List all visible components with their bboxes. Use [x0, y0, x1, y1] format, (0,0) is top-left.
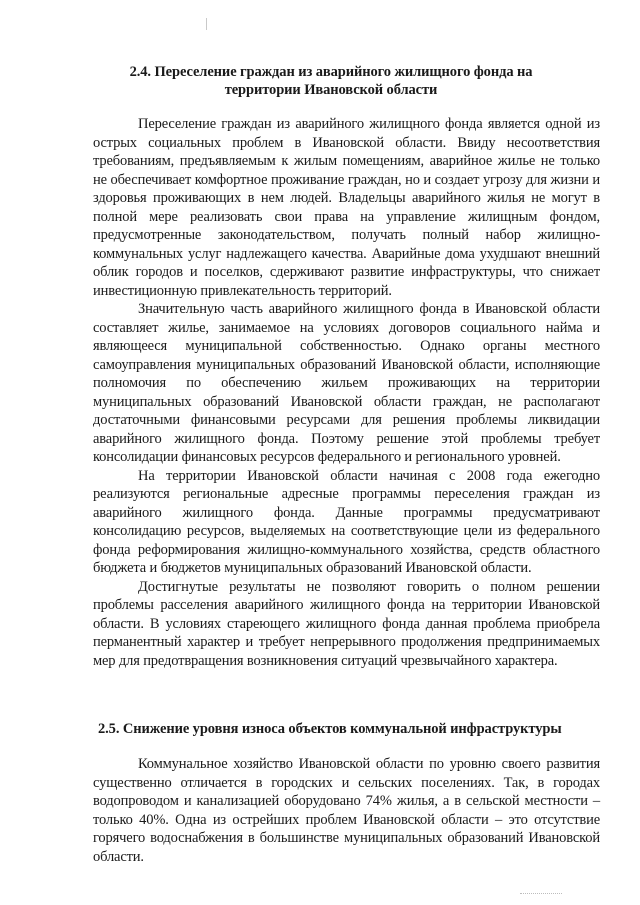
section-2-4-body	[93, 115, 600, 670]
section-2-5-body	[93, 755, 600, 866]
paragraph: Достигнутые результаты не позволяют говорить о полном решении проблемы расселения аварийного жилищного фонда на территории Ивановской области. В условиях стареющего жилищного фонда данная проблема приобрела перманентный характер и требует непрерывного продолжения предпринимаемых мер для предотвращения возникновения ситуаций чрезвычайного характера.	[93, 578, 600, 669]
scan-mark	[206, 18, 207, 30]
paragraph: Коммунальное хозяйство Ивановской области по уровню своего развития существенно отличается в городских и сельских поселениях. Так, в городах водопроводом и канализацией оборудовано 74% жилья, а в сельской местности – только 40%. Одна из острейших проблем Ивановской области – это отсутствие горячего водоснабжения в большинстве муниципальных образований Ивановской области.	[93, 756, 600, 865]
section-2-5-heading: 2.5. Снижение уровня износа объектов коммунальной инфраструктуры	[98, 721, 562, 737]
paragraph: Значительную часть аварийного жилищного фонда в Ивановской области составляет жилье, занимаемое на условиях договоров социального найма и являющееся муниципальной собственностью. Однако органы местного самоуправления муниципальных образований Ивановской области, исполняющие полномочия по обеспечению жильем проживающих на территории муниципальных образований Ивановской области граждан, не располагают достаточными финансовыми ресурсами для решения проблемы ликвидации аварийного жилищного фонда. Поэтому решение этой проблемы требует консолидации финансовых ресурсов федерального и регионального уровней.	[93, 301, 600, 465]
paragraph: На территории Ивановской области начиная с 2008 года ежегодно реализуются региональные адресные программы переселения граждан из аварийного жилищного фонда. Данные программы предусматривают консолидацию ресурсов, выделяемых на соответствующие цели из федерального фонда реформирования жилищно-коммунального хозяйства, средств областного бюджета и бюджетов муниципальных образований Ивановской области.	[93, 467, 600, 576]
section-2-4-heading: 2.4. Переселение граждан из аварийного жилищного фонда на территории Ивановской области	[129, 64, 533, 98]
paragraph: Переселение граждан из аварийного жилищного фонда является одной из острых социальных проблем в Ивановской области. Ввиду несоответствия требованиям, предъявляемым к жилым помещениям, аварийное жилье не только не обеспечивает комфортное проживание граждан, но и создает угрозу для жизни и здоровья проживающих в нем людей. Владельцы аварийного жилья не могут в полной мере реализовать свои права на управление жилищным фондом, предусмотренные законодательством, получать полный набор жилищно-коммунальных услуг надлежащего качества. Аварийные дома ухудшают внешний облик городов и поселков, сдерживают развитие инфраструктуры, что снижает инвестиционную привлекательность территорий.	[93, 116, 600, 299]
scan-mark	[520, 893, 562, 898]
